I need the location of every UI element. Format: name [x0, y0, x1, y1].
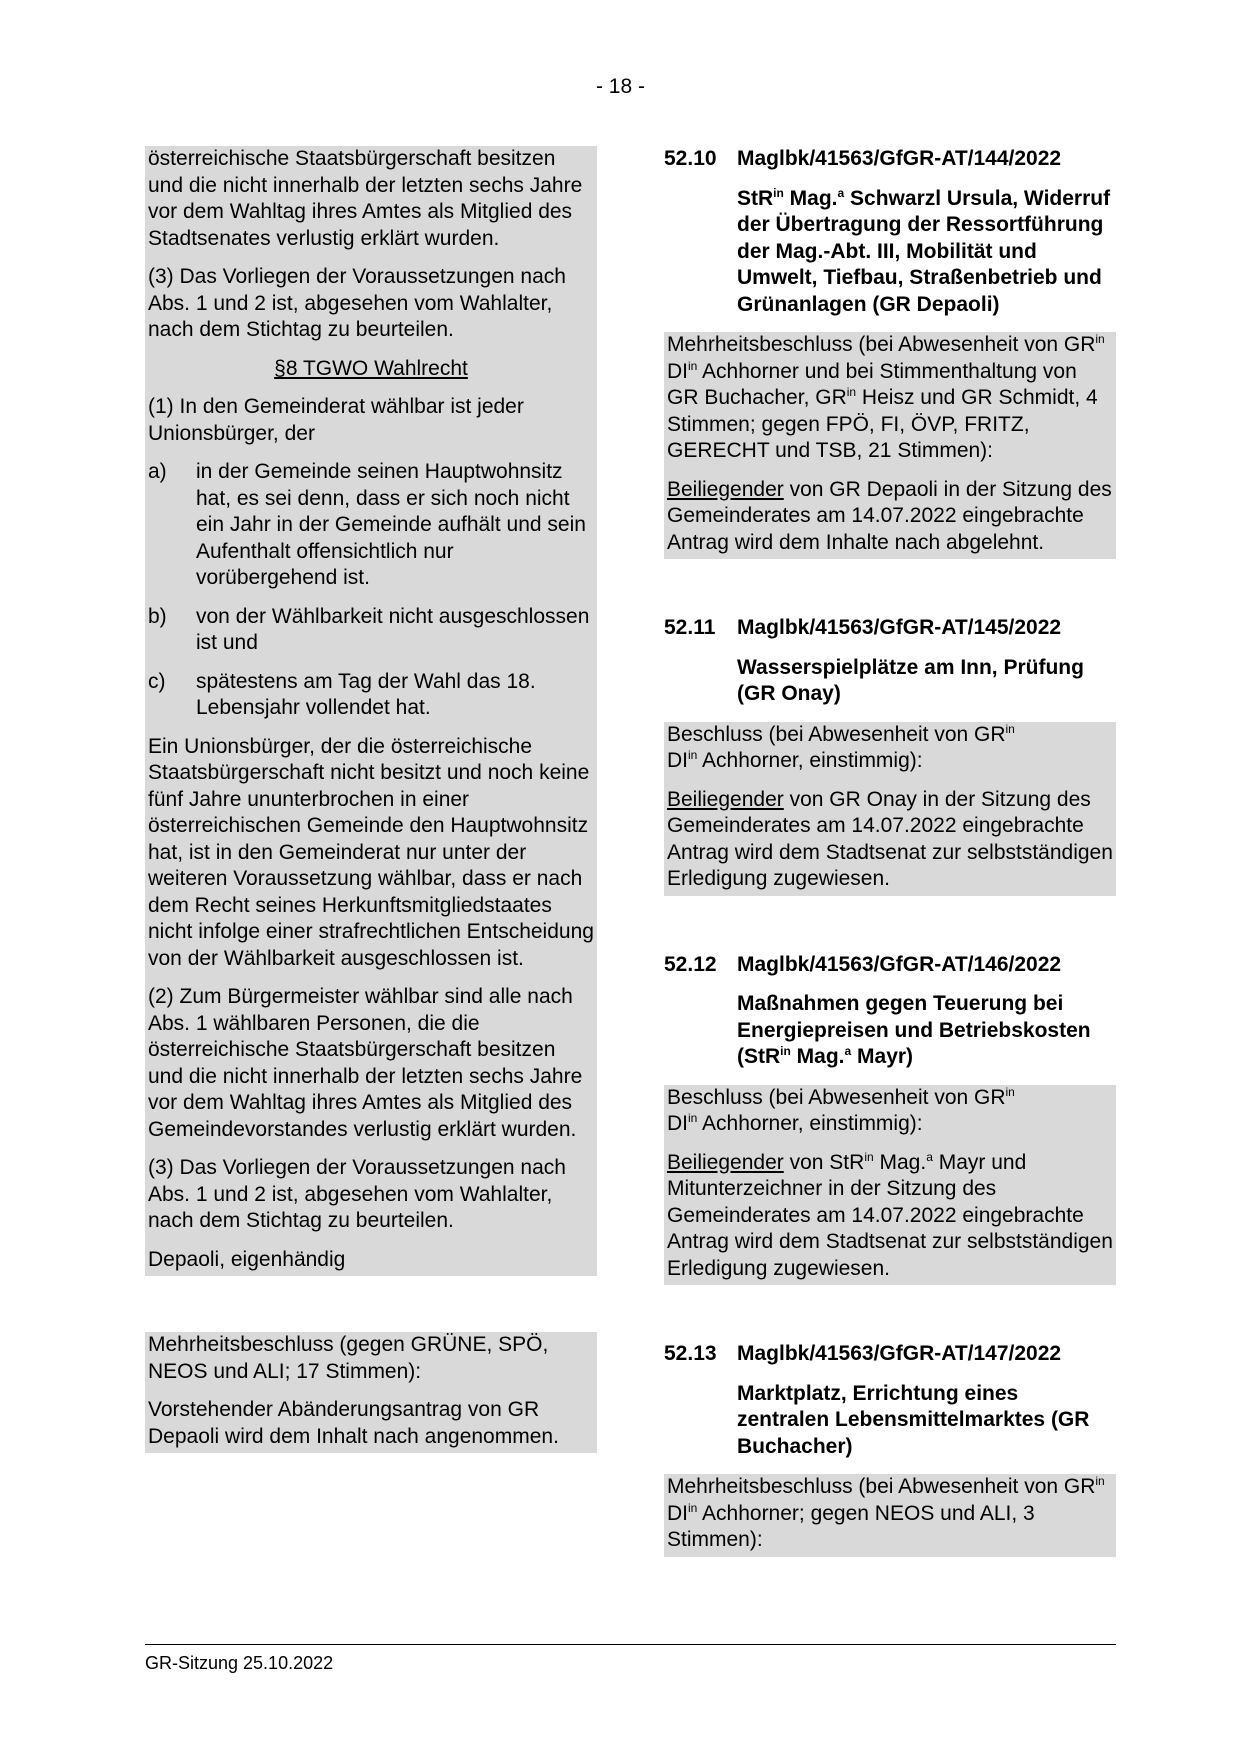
- amendment-text-block: [145, 146, 597, 1276]
- resolution-block: [664, 1085, 1116, 1286]
- decision-text: Beiliegender von GR Depaoli in der Sitzung des Gemeinderates am 14.07.2022 eingebrachte Antrag wird dem Inhalte nach abgelehnt.: [667, 477, 1112, 554]
- decision-text: Beiliegender von GR Onay in der Sitzung des Gemeinderates am 14.07.2022 eingebrachte Antrag wird dem Stadtsenat zur selbstständigen Erledigung zugewiesen.: [667, 787, 1113, 890]
- agenda-item-header: [664, 615, 1116, 642]
- agenda-item: [664, 146, 1116, 318]
- footer-divider: [145, 1644, 1116, 1645]
- agenda-item-reference: Maglbk/41563/GfGR-AT/144/2022: [737, 147, 1062, 170]
- agenda-item-header: [664, 952, 1116, 979]
- resolution-text: Beschluss (bei Abwesenheit von $GR^{in}$ $DI^{in}$ Achhorner, einstimmig):: [667, 721, 1015, 772]
- agenda-item-number: 52.12: [664, 952, 717, 976]
- list-label: a): [148, 460, 167, 483]
- list-text: in der Gemeinde seinen Hauptwohnsitz hat, es sei denn, dass er sich noch nicht ein Jahr in der Gemeinde aufhält und sein Aufenthalt offensichtlich nur vorübergehend ist.: [196, 460, 586, 589]
- list-item: [148, 459, 594, 604]
- paragraph: (3) Das Vorliegen der Voraussetzungen nach Abs. 1 und 2 ist, abgesehen vom Wahlalter, nach dem Stichtag zu beurteilen.: [148, 265, 566, 341]
- agenda-item-title: Marktplatz, Errichtung eines zentralen Lebensmittelmarktes (GR Buchacher): [737, 1381, 1090, 1458]
- paragraph: österreichische Staatsbürgerschaft besitzen und die nicht innerhalb der letzten sechs Jahre vor dem Wahltag ihres Amtes als Mitglied des Stadtsenates verlustig erklärt wurden.: [148, 147, 583, 250]
- paragraph: (3) Das Vorliegen der Voraussetzungen nach Abs. 1 und 2 ist, abgesehen vom Wahlalter, nach dem Stichtag zu beurteilen.: [148, 1156, 566, 1232]
- left-column: [145, 146, 597, 1453]
- resolution-text: Mehrheitsbeschluss (bei Abwesenheit von $GR^{in}$ $DI^{in}$ Achhorner; gegen NEOS und ALI, 3 Stimmen):: [667, 1474, 1105, 1551]
- list-text: von der Wählbarkeit nicht ausgeschlossen ist und: [196, 604, 590, 654]
- agenda-item-title: Maßnahmen gegen Teuerung bei Energiepreisen und Betriebskosten (StR$^{in}$ Mag.$^a$ Mayr): [737, 992, 1091, 1068]
- agenda-item-title: Wasserspielplätze am Inn, Prüfung (GR Onay): [737, 655, 1084, 705]
- right-column: [664, 146, 1116, 1557]
- signature-line: Depaoli, eigenhändig: [148, 1247, 346, 1271]
- paragraph: (2) Zum Bürgermeister wählbar sind alle nach Abs. 1 wählbaren Personen, die die österreichische Staatsbürgerschaft besitzen und die nicht innerhalb der letzten sechs Jahre vor dem Wahltag ihres Amtes als Mitglied des Gemeindevorstandes verlustig erklärt wurden.: [148, 985, 583, 1141]
- page-number: - 18 -: [595, 75, 645, 98]
- agenda-item-reference: Maglbk/41563/GfGR-AT/147/2022: [737, 1342, 1062, 1365]
- list-item: [148, 604, 594, 669]
- decision-text: Vorstehender Abänderungsantrag von GR Depaoli wird dem Inhalt nach angenommen.: [148, 1398, 559, 1448]
- resolution-block: [664, 332, 1116, 559]
- resolution-block: [664, 1474, 1116, 1557]
- agenda-item: [664, 1341, 1116, 1460]
- resolution-text: Beschluss (bei Abwesenheit von $GR^{in}$ $DI^{in}$ Achhorner, einstimmig):: [667, 1084, 1015, 1135]
- agenda-item-title: StR$^{in}$ Mag.$^a$ Schwarzl Ursula, Widerruf der Übertragung der Ressortführung der Mag.-Abt. III, Mobilität und Umwelt, Tiefbau, Straßenbetrieb und Grünanlagen (GR Depaoli): [737, 185, 1111, 316]
- resolution-text: Mehrheitsbeschluss (gegen GRÜNE, SPÖ, NEOS und ALI; 17 Stimmen):: [148, 1333, 549, 1383]
- agenda-item-reference: Maglbk/41563/GfGR-AT/145/2022: [737, 616, 1062, 639]
- resolution-block: [145, 1332, 597, 1453]
- footer-session-date: GR-Sitzung 25.10.2022: [145, 1653, 334, 1673]
- agenda-item-header: [664, 146, 1116, 173]
- agenda-item: [664, 952, 1116, 1071]
- agenda-item-number: 52.10: [664, 147, 717, 170]
- section-heading: [148, 356, 594, 395]
- agenda-item-reference: Maglbk/41563/GfGR-AT/146/2022: [737, 952, 1062, 976]
- paragraph: Ein Unionsbürger, der die österreichische Staatsbürgerschaft nicht besitzt und noch keine fünf Jahre ununterbrochen in einer österreichischen Gemeinde den Hauptwohnsitz hat, ist in den Gemeinderat nur unter der weiteren Voraussetzung wählbar, dass er nach dem Recht seines Herkunftsmitgliedstaates nicht infolge einer strafrechtlichen Entscheidung von der Wählbarkeit ausgeschlossen ist.: [148, 734, 594, 970]
- list-item: [148, 669, 594, 734]
- resolution-text: Mehrheitsbeschluss (bei Abwesenheit von $GR^{in}$ $DI^{in}$ Achhorner und bei Stimmenthaltung von GR Buchacher, $GR^{in}$ Heisz und GR Schmidt, 4 Stimmen; gegen FPÖ, FI, ÖVP, FRITZ, GERECHT und TSB, 21 Stimmen):: [667, 332, 1105, 462]
- agenda-item-header: [664, 1341, 1116, 1368]
- resolution-block: [664, 722, 1116, 896]
- list-label: c): [148, 669, 166, 693]
- decision-text: Beiliegender von StR$^{in}$ Mag.$^a$ Mayr und Mitunterzeichner in der Sitzung des Gemeinderates am 14.07.2022 eingebrachte Antrag wird dem Stadtsenat zur selbstständigen Erledigung zugewiesen.: [667, 1149, 1113, 1280]
- list-text: spätestens am Tag der Wahl das 18. Lebensjahr vollendet hat.: [196, 669, 536, 719]
- agenda-item-number: 52.13: [664, 1342, 717, 1365]
- agenda-item: [664, 615, 1116, 708]
- section-heading-text: §8 TGWO Wahlrecht: [274, 356, 468, 380]
- paragraph: (1) In den Gemeinderat wählbar ist jeder Unionsbürger, der: [148, 395, 524, 445]
- list-label: b): [148, 604, 167, 628]
- agenda-item-number: 52.11: [664, 616, 716, 639]
